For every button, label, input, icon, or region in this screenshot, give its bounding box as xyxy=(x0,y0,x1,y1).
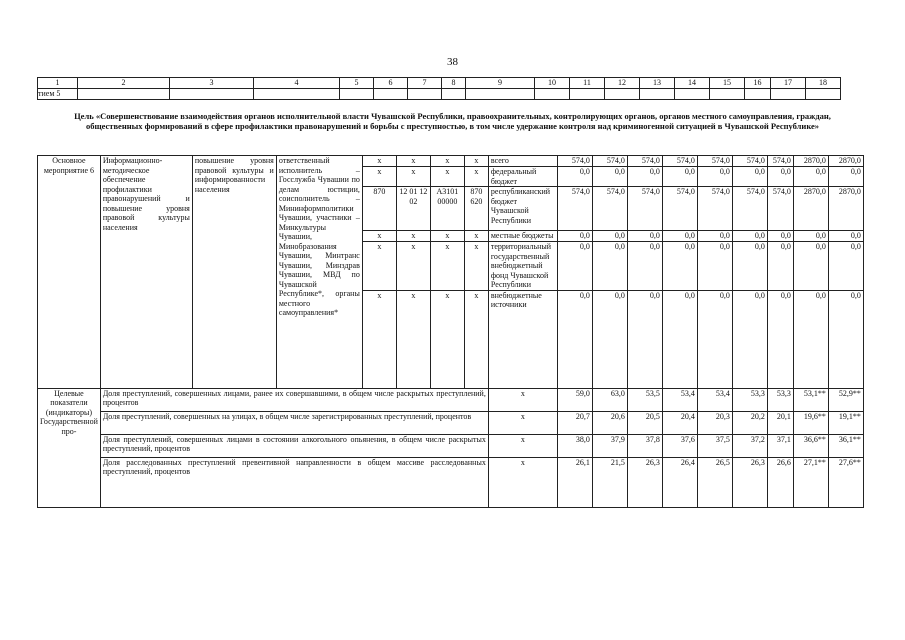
grbs-code: x xyxy=(362,242,396,291)
funding-value: 0,0 xyxy=(662,290,697,388)
column-number-16: 16 xyxy=(745,78,771,89)
indicator-value: 36,1** xyxy=(828,434,863,457)
indicator-value: 53,5 xyxy=(627,388,662,411)
vr-code: x xyxy=(464,156,488,167)
funding-value: 574,0 xyxy=(697,156,732,167)
column-number-row xyxy=(38,78,841,89)
funding-value: 0,0 xyxy=(828,231,863,242)
indicator-row xyxy=(38,457,864,507)
indicator-value: 20,3 xyxy=(697,411,732,434)
column-number-5: 5 xyxy=(340,78,374,89)
indicator-value: 20,4 xyxy=(662,411,697,434)
indicator-value: 36,6** xyxy=(793,434,828,457)
funding-value: 574,0 xyxy=(662,156,697,167)
funding-value: 0,0 xyxy=(592,290,627,388)
continuation-cell: тием 5 xyxy=(38,88,78,99)
funding-value: 0,0 xyxy=(732,242,767,291)
funding-value: 0,0 xyxy=(697,242,732,291)
goal-heading: Цель «Совершенствование взаимодействия органов исполнительной власти Чувашской Республики, правоохранительных, контролирующих органов, органов местного самоуправления, граждан, общественных формирований в сфере профилактики правонарушений и борьбы с преступностью, в том числе удержание контроля над криминогенной ситуацией в Чувашской Республике» xyxy=(74,111,831,131)
page-number: 38 xyxy=(447,56,458,68)
indicator-value: 21,5 xyxy=(592,457,627,507)
funding-value: 0,0 xyxy=(662,242,697,291)
column-number-18: 18 xyxy=(806,78,841,89)
csr-code: А3101 00000 xyxy=(430,187,464,231)
funding-value: 0,0 xyxy=(557,242,592,291)
vr-code: x xyxy=(464,167,488,187)
indicator-value: 27,6** xyxy=(828,457,863,507)
csr-code: x xyxy=(430,242,464,291)
grbs-code: 870 xyxy=(362,187,396,231)
event-name: Информационно-методическое обеспечение профилактики правонарушений и повышение уровня правовой культуры населения xyxy=(100,156,192,389)
funding-value: 574,0 xyxy=(592,187,627,231)
indicator-name: Доля преступлений, совершенных лицами в состоянии алкогольного опьянения, в общем числе раскрытых преступлений, процентов xyxy=(100,434,488,457)
vr-code: x xyxy=(464,231,488,242)
indicator-value: 19,1** xyxy=(828,411,863,434)
indicator-value: 37,5 xyxy=(697,434,732,457)
funding-value: 574,0 xyxy=(697,187,732,231)
rzpr-code: x xyxy=(396,231,430,242)
vr-code: 870 620 xyxy=(464,187,488,231)
funding-value: 574,0 xyxy=(557,156,592,167)
column-header-table xyxy=(37,77,841,100)
funding-source: республиканский бюджет Чувашской Республики xyxy=(488,187,557,231)
funding-value: 0,0 xyxy=(697,167,732,187)
funding-value: 574,0 xyxy=(627,156,662,167)
funding-value: 0,0 xyxy=(697,290,732,388)
column-number-11: 11 xyxy=(570,78,605,89)
indicator-value: 53,4 xyxy=(662,388,697,411)
rzpr-code: x xyxy=(396,290,430,388)
funding-value: 2870,0 xyxy=(828,187,863,231)
rzpr-code: x xyxy=(396,167,430,187)
indicator-value: 37,1 xyxy=(767,434,793,457)
csr-code: x xyxy=(430,156,464,167)
funding-source: всего xyxy=(488,156,557,167)
indicator-value: 53,4 xyxy=(697,388,732,411)
funding-source: территориальный государственный внебюджетный фонд Чувашской Республики xyxy=(488,242,557,291)
indicator-value: 19,6** xyxy=(793,411,828,434)
csr-code: x xyxy=(430,231,464,242)
column-number-9: 9 xyxy=(466,78,535,89)
funding-value: 0,0 xyxy=(627,167,662,187)
column-number-7: 7 xyxy=(408,78,442,89)
column-number-12: 12 xyxy=(605,78,640,89)
column-number-13: 13 xyxy=(640,78,675,89)
funding-value: 0,0 xyxy=(627,242,662,291)
grbs-code: x xyxy=(362,290,396,388)
column-number-8: 8 xyxy=(442,78,466,89)
column-number-17: 17 xyxy=(771,78,806,89)
funding-value: 0,0 xyxy=(732,167,767,187)
indicator-value: 26,3 xyxy=(627,457,662,507)
grbs-code: x xyxy=(362,231,396,242)
funding-value: 0,0 xyxy=(828,167,863,187)
indicator-name: Доля расследованных преступлений превентивной направленности в общем массиве расследованных преступлений, процентов xyxy=(100,457,488,507)
indicator-value: 20,2 xyxy=(732,411,767,434)
indicator-value: 26,4 xyxy=(662,457,697,507)
funding-value: 0,0 xyxy=(793,167,828,187)
grbs-code: x xyxy=(362,156,396,167)
indicator-mark: x xyxy=(488,434,557,457)
indicator-name: Доля преступлений, совершенных на улицах, в общем числе зарегистрированных преступлений, процентов xyxy=(100,411,488,434)
funding-value: 0,0 xyxy=(793,242,828,291)
vr-code: x xyxy=(464,242,488,291)
indicator-row xyxy=(38,411,864,434)
funding-value: 0,0 xyxy=(592,231,627,242)
funding-value: 0,0 xyxy=(828,242,863,291)
funding-value: 2870,0 xyxy=(793,156,828,167)
funding-value: 0,0 xyxy=(767,231,793,242)
event-result: повышение уровня правовой культуры и информированности населения xyxy=(192,156,276,389)
indicator-row xyxy=(38,388,864,411)
event-status: Основное мероприятие 6 xyxy=(38,156,101,389)
funding-value: 0,0 xyxy=(627,231,662,242)
indicator-mark: x xyxy=(488,411,557,434)
funding-value: 0,0 xyxy=(793,290,828,388)
funding-value: 0,0 xyxy=(592,167,627,187)
indicator-value: 20,6 xyxy=(592,411,627,434)
indicator-row xyxy=(38,434,864,457)
indicator-value: 26,5 xyxy=(697,457,732,507)
indicator-mark: x xyxy=(488,388,557,411)
rzpr-code: 12 01 12 02 xyxy=(396,187,430,231)
funding-value: 0,0 xyxy=(767,242,793,291)
program-table xyxy=(37,155,864,508)
indicator-value: 53,3 xyxy=(732,388,767,411)
column-number-14: 14 xyxy=(675,78,710,89)
indicator-value: 26,6 xyxy=(767,457,793,507)
column-number-4: 4 xyxy=(254,78,340,89)
indicator-mark: x xyxy=(488,457,557,507)
indicator-value: 26,1 xyxy=(557,457,592,507)
rzpr-code: x xyxy=(396,242,430,291)
funding-value: 0,0 xyxy=(697,231,732,242)
funding-value: 0,0 xyxy=(732,290,767,388)
column-number-15: 15 xyxy=(710,78,745,89)
funding-value: 0,0 xyxy=(557,231,592,242)
rzpr-code: x xyxy=(396,156,430,167)
funding-value: 574,0 xyxy=(732,156,767,167)
funding-value: 574,0 xyxy=(767,187,793,231)
funding-source: федеральный бюджет xyxy=(488,167,557,187)
indicator-value: 37,6 xyxy=(662,434,697,457)
indicator-value: 27,1** xyxy=(793,457,828,507)
funding-value: 0,0 xyxy=(828,290,863,388)
indicator-value: 37,2 xyxy=(732,434,767,457)
funding-source: местные бюджеты xyxy=(488,231,557,242)
column-number-1: 1 xyxy=(38,78,78,89)
continuation-row xyxy=(38,88,841,99)
funding-value: 0,0 xyxy=(557,167,592,187)
indicator-value: 53,3 xyxy=(767,388,793,411)
funding-value: 0,0 xyxy=(592,242,627,291)
funding-value: 0,0 xyxy=(793,231,828,242)
indicator-value: 53,1** xyxy=(793,388,828,411)
event-executor: ответственный исполнитель – Госслужба Чувашии по делам юстиции, соисполнитель – Мининформполитики Чувашии, участники – Минкультуры Чувашии, Минобразования Чувашии, Минтранс Чувашии, Минздрав Чувашии, МВД по Чувашской Республике*, органы местного самоуправления* xyxy=(276,156,362,389)
indicator-value: 38,0 xyxy=(557,434,592,457)
column-number-6: 6 xyxy=(374,78,408,89)
funding-value: 574,0 xyxy=(767,156,793,167)
funding-value: 0,0 xyxy=(767,290,793,388)
funding-value: 2870,0 xyxy=(828,156,863,167)
funding-value: 2870,0 xyxy=(793,187,828,231)
funding-value: 574,0 xyxy=(662,187,697,231)
indicator-value: 20,7 xyxy=(557,411,592,434)
indicator-value: 20,1 xyxy=(767,411,793,434)
funding-value: 574,0 xyxy=(592,156,627,167)
funding-value: 0,0 xyxy=(662,231,697,242)
indicator-name: Доля преступлений, совершенных лицами, ранее их совершавшими, в общем числе раскрытых преступлений, процентов xyxy=(100,388,488,411)
indicators-label: Целевые показатели (индикаторы) Государственной про- xyxy=(38,388,101,507)
funding-value: 0,0 xyxy=(767,167,793,187)
funding-row xyxy=(38,156,864,167)
csr-code: x xyxy=(430,167,464,187)
funding-value: 574,0 xyxy=(732,187,767,231)
column-number-3: 3 xyxy=(170,78,254,89)
csr-code: x xyxy=(430,290,464,388)
funding-value: 0,0 xyxy=(662,167,697,187)
indicator-value: 20,5 xyxy=(627,411,662,434)
indicator-value: 52,9** xyxy=(828,388,863,411)
funding-value: 0,0 xyxy=(557,290,592,388)
indicator-value: 63,0 xyxy=(592,388,627,411)
column-number-10: 10 xyxy=(535,78,570,89)
indicator-value: 26,3 xyxy=(732,457,767,507)
funding-value: 574,0 xyxy=(557,187,592,231)
grbs-code: x xyxy=(362,167,396,187)
indicator-value: 37,8 xyxy=(627,434,662,457)
indicator-value: 59,0 xyxy=(557,388,592,411)
indicator-value: 37,9 xyxy=(592,434,627,457)
funding-source: внебюджетные источники xyxy=(488,290,557,388)
funding-value: 574,0 xyxy=(627,187,662,231)
funding-value: 0,0 xyxy=(732,231,767,242)
funding-value: 0,0 xyxy=(627,290,662,388)
column-number-2: 2 xyxy=(78,78,170,89)
vr-code: x xyxy=(464,290,488,388)
